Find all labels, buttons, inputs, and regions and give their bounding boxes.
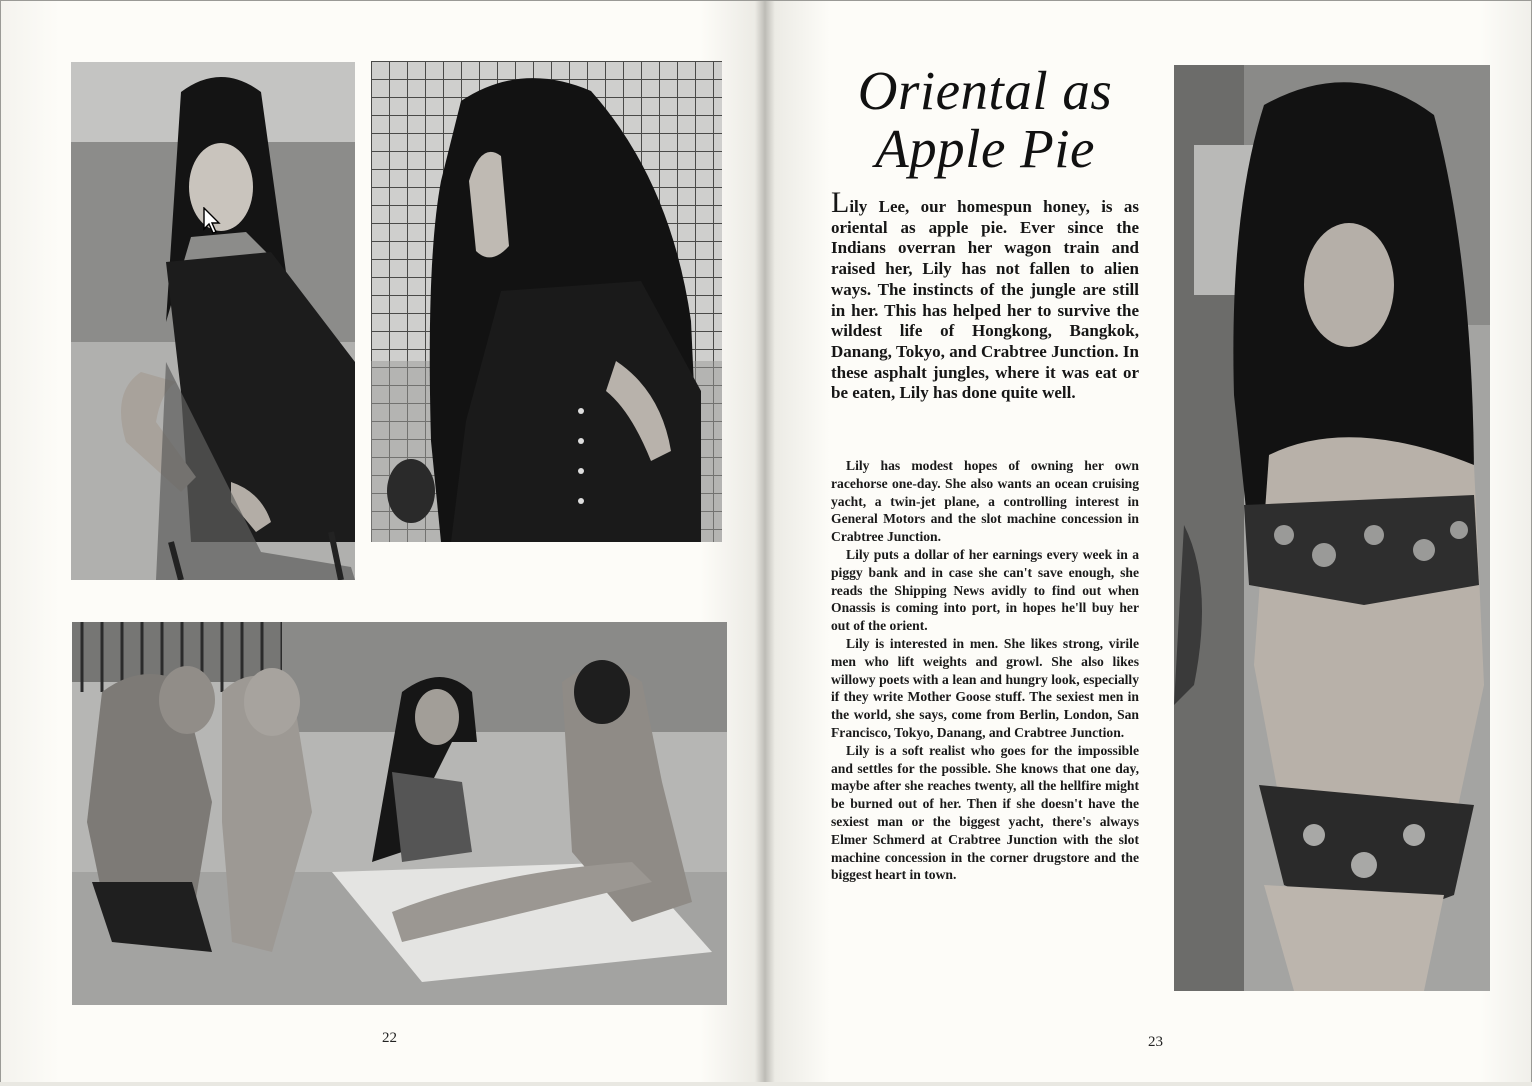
page-number-right: 23 [1148,1034,1163,1050]
photo-group-poolside [72,622,727,1005]
page-edge [0,1082,1532,1086]
body-paragraph: Lily is a soft realist who goes for the impossible and settles for the possible. She knows that one day, maybe after she reaches twenty, all the hellfire might be burned out of her. Then if she doesn't have the sexiest man or the biggest yacht, there's always Elmer Schmerd at Crabtree Junction with the slot machine concession in the corner drugstore and the biggest heart in town. [831,742,1139,883]
body-paragraph: Lily has modest hopes of owning her own racehorse one-day. She also wants an ocean cruising yacht, a twin-jet plane, a controlling interest in General Motors and the slot machine concession in Crabtree Junction. [831,458,1139,545]
page-number-left: 22 [382,1030,397,1046]
article-body [831,457,1139,884]
article-lead-paragraph [831,186,1139,404]
drop-cap: L [831,186,850,219]
article-title [830,62,1140,178]
photo-woman-seated-chair [71,62,355,580]
mouse-cursor-icon [203,207,223,235]
article-title-line1: Oriental as [857,60,1113,121]
body-paragraph: Lily puts a dollar of her earnings every week in a piggy bank and in case she can't save enough, she reads the Shipping News avidly to find out when Onassis is coming into port, in hopes he'll buy her out of the orient. [831,546,1139,634]
body-paragraph: Lily is interested in men. She likes strong, virile men who lift weights and growl. She also likes willowy poets with a lean and hungry look, especially if they write Mother Goose stuff. The sexiest men in the world, she says, come from Berlin, London, San Francisco, Tokyo, Danang, and Crabtree Junction. [831,635,1139,740]
photo-woman-profile-fence [371,61,722,542]
lead-text: ily Lee, our homespun honey, is as oriental as apple pie. Ever since the Indians overran her wagon train and raised her, Lily has not fallen to alien ways. The instincts of the jungle are still in her. This has helped her to survive the wildest life of Hongkong, Bangkok, Danang, Tokyo, and Crabtree Junction. In these asphalt jungles, where it was eat or be eaten, Lily has done quite well. [831,197,1139,403]
photo-woman-bikini-portrait [1174,65,1490,991]
article-title-line2: Apple Pie [875,118,1095,179]
